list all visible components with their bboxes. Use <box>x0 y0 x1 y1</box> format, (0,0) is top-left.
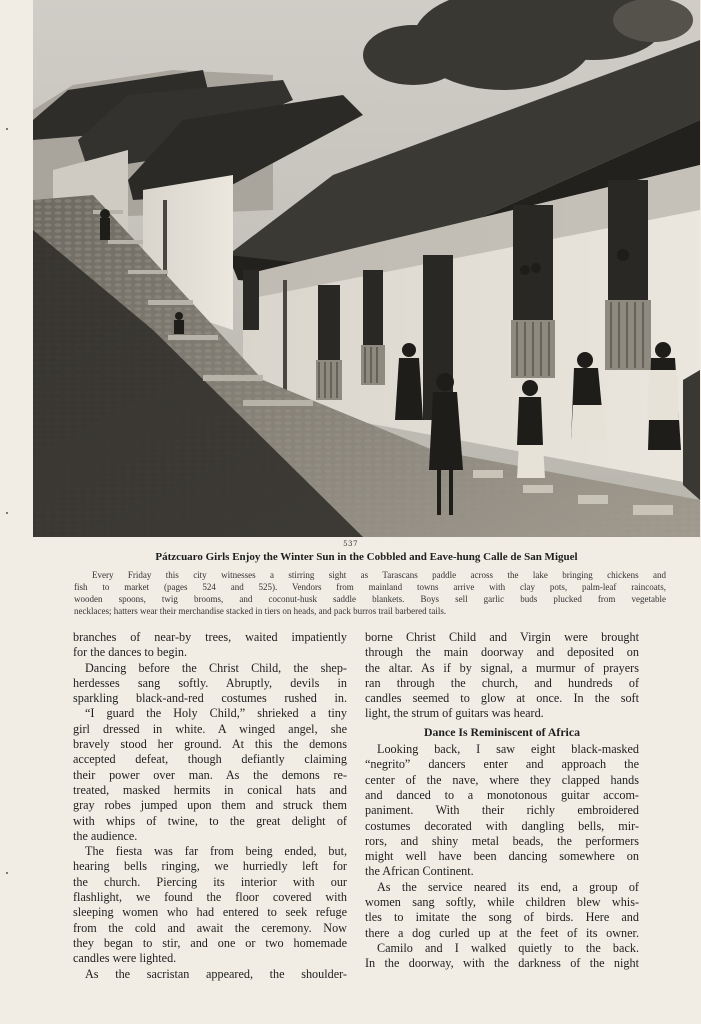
caption-line: fish to market (pages 524 and 525). Vendors from mainland towns arrive with clay pots, palm-leaf raincoats, <box>74 582 666 592</box>
text-line: In the doorway, with the darkness of the night <box>365 956 639 971</box>
text-line: girl dressed in white. A winged angel, she <box>73 721 347 736</box>
text-line: the African Continent. <box>365 864 474 879</box>
margin-speck <box>6 512 8 514</box>
text-line: there a dog curled up at the feet of its owner. <box>365 925 639 940</box>
margin-speck <box>6 872 8 874</box>
text-line: sleeping women who had entered to seek refuge <box>73 905 347 920</box>
text-line: candles seemed to glow at once. In the soft <box>365 691 639 706</box>
caption-title: Pátzcuaro Girls Enjoy the Winter Sun in the Cobbled and Eave-hung Calle de San Miguel <box>155 551 578 563</box>
text-line: light, the strum of guitars was heard. <box>365 706 544 721</box>
text-line: The fiesta was far from being ended, but, <box>85 844 347 859</box>
text-line: the audience. <box>73 828 138 843</box>
text-line: As the sacristan appeared, the shoulder- <box>85 966 347 981</box>
street-photograph <box>33 0 700 537</box>
text-line: Camilo and I walked quietly to the back. <box>377 940 639 955</box>
text-line: the altar. As if by signal, a murmur of prayers <box>365 660 639 675</box>
text-line: through the main doorway and deposited on <box>365 645 639 660</box>
text-line: treated, masked hermits in conical hats and <box>73 782 347 797</box>
text-line: with whips of twine, to the great delight of <box>73 813 347 828</box>
caption-line: Every Friday this city witnesses a stirring sight as Tarascans paddle across the lake bringing chickens and <box>92 570 666 580</box>
text-line: gray robes jumped upon them and struck them <box>73 798 347 813</box>
margin-speck <box>6 128 8 130</box>
text-line: women sang softly, while children blew whis- <box>365 895 639 910</box>
text-line: borne Christ Child and Virgin were brought <box>365 630 639 644</box>
text-line: sparkling black-and-red costumes rushed in. <box>73 691 347 706</box>
text-line: and danced to a monotonous guitar accom- <box>365 787 639 802</box>
text-line: costumes decorated with dangling bells, mir- <box>365 818 639 833</box>
text-line: rors, and shiny metal beads, the performers <box>365 833 639 848</box>
text-line: ran through the church, and hundreds of <box>365 675 639 690</box>
text-line: Looking back, I saw eight black-masked <box>377 742 639 757</box>
text-line: As the service neared its end, a group of <box>377 879 639 894</box>
text-line: their power over man. As the demons re- <box>73 767 347 782</box>
text-line: from the cold and await the ceremony. Now <box>73 920 347 935</box>
text-line: center of the nave, where they clapped hands <box>365 772 639 787</box>
text-line: tles to imitate the song of birds. Here and <box>365 910 639 925</box>
text-line: flashlight, we found the floor covered with <box>73 890 347 905</box>
caption-line: necklaces; hatters wear their merchandise stacked in tiers on heads, and pack burros trail barbered tails. <box>74 606 447 616</box>
text-line: they began to stir, and one or two homemade <box>73 935 347 950</box>
text-line: Dancing before the Christ Child, the shep- <box>85 660 347 675</box>
text-line: bravely stood her ground. At this the demons <box>73 737 347 752</box>
text-line: paniment. With their richly embroidered <box>365 803 639 818</box>
text-line: “negrito” dancers enter and approach the <box>365 757 639 772</box>
text-line: for the dances to begin. <box>73 645 188 660</box>
page-number: 537 <box>343 540 358 548</box>
right-column <box>365 630 639 972</box>
caption-body <box>74 569 666 617</box>
text-line: might well have been dancing somewhere on <box>365 849 639 864</box>
text-line: candles were lighted. <box>73 951 177 966</box>
text-line: the church. Piercing its interior with our <box>73 874 347 889</box>
text-line: branches of near-by trees, waited impatiently <box>73 630 347 644</box>
text-line: herdesses sang softly. Abruptly, devils in <box>73 675 347 690</box>
left-column <box>73 630 347 982</box>
text-line: “I guard the Holy Child,” shrieked a tiny <box>85 706 347 721</box>
text-line: accepted defeat, though defiantly claiming <box>73 752 347 767</box>
section-subheading: Dance Is Reminiscent of Africa <box>424 724 580 739</box>
text-line: hearing bells ringing, we hurriedly left for <box>73 859 347 874</box>
caption-line: wooden spoons, twig brooms, and coconut-husk saddle blankets. Boys sell garlic buds plucked from vegetable <box>74 594 666 604</box>
